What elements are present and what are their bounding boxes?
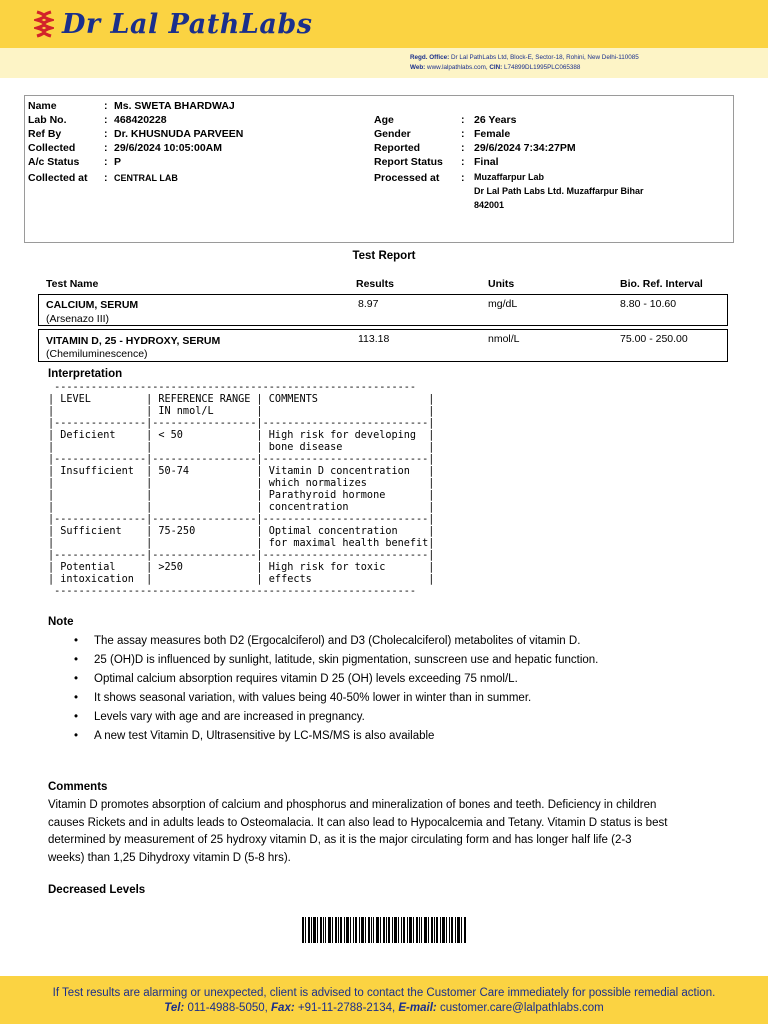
test-method: (Arsenazo III) (46, 313, 110, 325)
report-status: Final (474, 156, 499, 168)
bullet: • (74, 692, 79, 704)
colon: : (104, 156, 108, 168)
gender-label: Gender (374, 128, 411, 140)
processed-at-line2: Dr Lal Path Labs Ltd. Muzaffarpur Bihar (474, 186, 644, 196)
test-ref-range: 75.00 - 250.00 (620, 333, 688, 345)
col-results: Results (356, 278, 394, 290)
note-list (74, 634, 598, 748)
test-ref-range: 8.80 - 10.60 (620, 298, 677, 310)
refby-label: Ref By (28, 128, 62, 140)
brand-logo (34, 9, 312, 40)
colon: : (461, 156, 465, 168)
age-label: Age (374, 114, 394, 126)
test-unit: nmol/L (488, 333, 520, 345)
processed-at-line3: 842001 (474, 200, 505, 210)
colon: : (104, 114, 108, 126)
colon: : (461, 142, 465, 154)
bullet: • (74, 654, 79, 666)
name-label: Name (28, 100, 57, 112)
list-item: • 25 (OH)D is influenced by sunlight, latitude, skin pigmentation, sunscreen use and hepatic function. (74, 654, 599, 666)
footer-band (0, 976, 768, 1024)
patient-name: Ms. SWETA BHARDWAJ (114, 100, 235, 112)
footer-advisory: If Test results are alarming or unexpected, client is advised to contact the Customer Care immediately for possible remedial action. (52, 987, 716, 999)
list-item: • Levels vary with age and are increased in pregnancy. (74, 711, 365, 723)
colon: : (461, 172, 465, 184)
patient-gender: Female (474, 128, 511, 140)
test-name: VITAMIN D, 25 - HYDROXY, SERUM (46, 335, 221, 347)
test-name: CALCIUM, SERUM (46, 299, 139, 311)
lab-number: 468420228 (114, 114, 167, 126)
acstatus-label: A/c Status (28, 156, 80, 168)
colon: : (104, 172, 108, 184)
collectedat-label: Collected at (28, 172, 88, 184)
test-result: 8.97 (358, 298, 379, 310)
processed-at-line1: Muzaffarpur Lab (474, 172, 545, 182)
interpretation-table: ----------------------------------------------------------- | LEVEL | REFERENCE RANGE | COMMENTS | | | IN nmol/L | | |---------------|-----------------|---------------------------| | Deficient | < 50 | High risk for developing | | | | bone disease | |---------------|-----------------|---------------------------| | Insufficient | 50-74 | Vitamin D concentration | | | | which normalizes | | | | Parathyroid hormone | | | | concentration | |---------------|-----------------|---------------------------| | Sufficient | 75-250 | Optimal concentration | | | | for maximal health benefit| |---------------|-----------------|---------------------------| | Potential | >250 | High risk for toxic | | intoxication | | effects | ----------------------------------------------------------- (48, 382, 435, 597)
colon: : (461, 114, 465, 126)
registered-office: Regd. Office: Dr Lal PathLabs Ltd, Block-E, Sector-18, Rohini, New Delhi-110085 Web: www.lalpathlabs.com, CIN: L74899DL1995PLC065388 (410, 54, 639, 71)
footer-contact: Tel: 011-4988-5050, Fax: +91-11-2788-2134, E-mail: customer.care@lalpathlabs.com (164, 1002, 604, 1014)
account-status: P (114, 156, 122, 168)
phone-number[interactable]: 011-4988-5050, (187, 1002, 268, 1014)
email-link[interactable]: customer.care@lalpathlabs.com (439, 1002, 604, 1014)
test-result: 113.18 (358, 333, 390, 345)
collected-at: CENTRAL LAB (114, 173, 178, 183)
col-ref-interval: Bio. Ref. Interval (620, 278, 703, 290)
barcode-icon (302, 917, 466, 943)
list-item: • A new test Vitamin D, Ultrasensitive by LC-MS/MS is also available (74, 730, 435, 742)
list-item: • Optimal calcium absorption requires vitamin D 25 (OH) levels exceeding 75 nmol/L. (74, 673, 518, 685)
dna-logo-icon (34, 10, 54, 40)
labno-label: Lab No. (28, 114, 67, 126)
bullet: • (74, 673, 79, 685)
test-unit: mg/dL (488, 298, 518, 310)
reported-datetime: 29/6/2024 7:34:27PM (474, 142, 576, 154)
bullet: • (74, 730, 79, 742)
sub-header-band (0, 48, 768, 78)
brand-name: Dr Lal PathLabs (62, 9, 313, 40)
interpretation-heading: Interpretation (48, 368, 123, 380)
col-test-name: Test Name (46, 278, 99, 290)
patient-age: 26 Years (474, 114, 517, 126)
colon: : (104, 142, 108, 154)
bullet: • (74, 635, 79, 647)
comments-text: Vitamin D promotes absorption of calcium and phosphorus and mineralization of bones and teeth. Deficiency in children causes Rickets and in adults leads to Osteomalacia. It can also lead to Hypocalcemia and Tetany. Vitamin D status is best determined by measurement of 25 hydroxy vitamin D, as it is the major circulating form and has longer half life (2-3 weeks) than 1,25 Dihydroxy vitamin D (5-8 hrs). (48, 799, 668, 864)
website-link[interactable]: www.lalpathlabs.com, (427, 64, 488, 71)
processedat-label: Processed at (374, 172, 440, 184)
list-item: • The assay measures both D2 (Ergocalciferol) and D3 (Cholecalciferol) metabolites of vitamin D. (74, 635, 581, 647)
test-method: (Chemiluminescence) (46, 348, 148, 360)
colon: : (461, 128, 465, 140)
reported-label: Reported (374, 142, 421, 154)
collected-datetime: 29/6/2024 10:05:00AM (114, 142, 222, 154)
reportstatus-label: Report Status (374, 156, 443, 168)
colon: : (104, 128, 108, 140)
collected-label: Collected (28, 142, 76, 154)
decreased-levels-heading: Decreased Levels (48, 884, 146, 896)
referred-by: Dr. KHUSNUDA PARVEEN (114, 128, 244, 140)
list-item: • It shows seasonal variation, with values being 40-50% lower in winter than in summer. (74, 692, 532, 704)
comments-heading: Comments (48, 781, 108, 793)
fax-number: +91-11-2788-2134, (297, 1002, 396, 1014)
note-heading: Note (48, 616, 74, 628)
col-units: Units (488, 278, 515, 290)
report-title: Test Report (352, 250, 416, 262)
bullet: • (74, 711, 79, 723)
colon: : (104, 100, 108, 112)
